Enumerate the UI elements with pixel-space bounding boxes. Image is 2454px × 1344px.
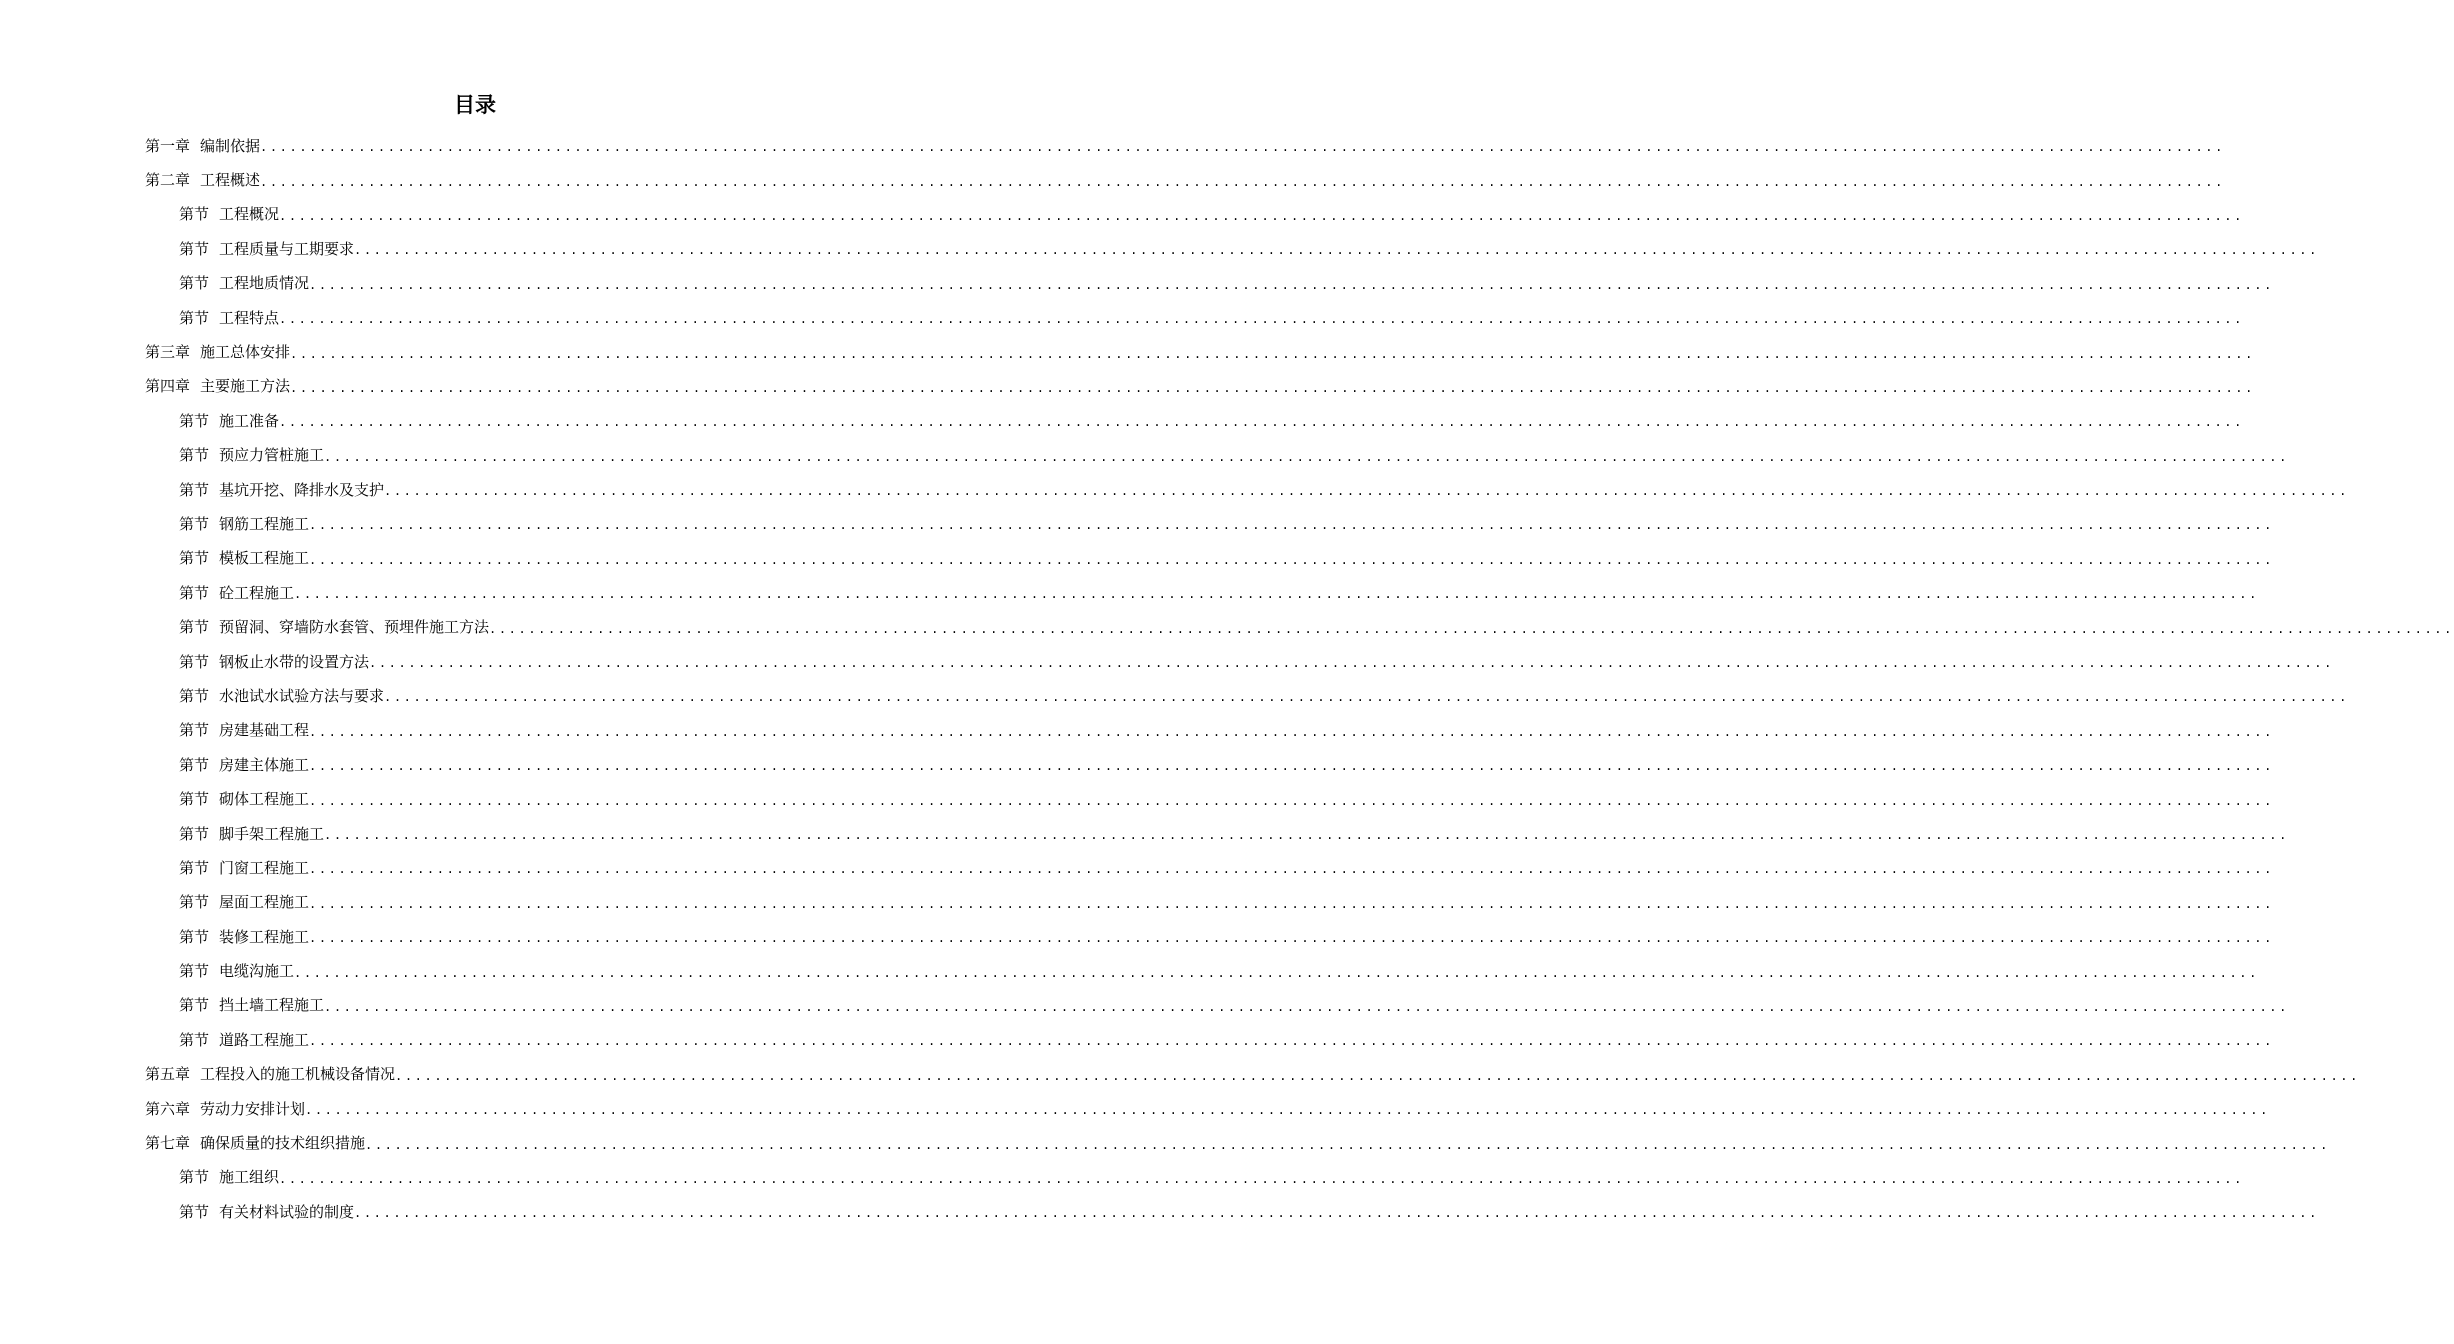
toc-entry-title: 道路工程施工 — [219, 1030, 310, 1049]
toc-entry-text — [179, 582, 294, 603]
toc-chapter-entry[interactable] — [0, 162, 2225, 196]
toc-section-entry[interactable] — [0, 300, 2244, 334]
toc-entry-label: 第七章 — [145, 1134, 191, 1153]
toc-entry-text — [179, 1029, 309, 1050]
toc-entry-title: 屋面工程施工 — [219, 893, 310, 912]
toc-entry-label: 第节 — [179, 308, 210, 327]
toc-entry-text — [179, 307, 279, 328]
toc-entry-label: 第节 — [179, 652, 210, 671]
toc-section-entry[interactable] — [0, 713, 2274, 747]
toc-dot-leader: ........................................................................................................................................................................................................ — [309, 724, 2274, 739]
toc-entry-label: 第节 — [179, 893, 210, 912]
toc-section-entry[interactable] — [0, 885, 2274, 919]
toc-entry-label: 第节 — [179, 858, 210, 877]
toc-entry-text — [179, 719, 309, 740]
toc-dot-leader: ........................................................................................................................................................................................................ — [279, 312, 2244, 327]
toc-dot-leader: ........................................................................................................................................................................................................ — [294, 965, 2259, 980]
toc-entry-text — [179, 685, 384, 706]
toc-dot-leader: ........................................................................................................................................................................................................ — [369, 656, 2334, 671]
toc-entry-text — [179, 857, 309, 878]
toc-entry-text — [179, 754, 309, 775]
toc-entry-label: 第节 — [179, 755, 210, 774]
toc-entry-text — [145, 341, 290, 362]
toc-section-entry[interactable] — [0, 919, 2274, 953]
toc-dot-leader: ........................................................................................................................................................................................................ — [309, 518, 2274, 533]
toc-entry-title: 工程特点 — [219, 308, 280, 327]
toc-dot-leader: ........................................................................................................................................................................................................ — [354, 243, 2319, 258]
toc-section-entry[interactable] — [0, 266, 2274, 300]
toc-entry-text — [179, 788, 309, 809]
toc-dot-leader: ........................................................................................................................................................................................................ — [309, 896, 2274, 911]
toc-section-entry[interactable] — [0, 403, 2244, 437]
toc-entry-label: 第节 — [179, 927, 210, 946]
toc-dot-leader: ........................................................................................................................................................................................................ — [384, 484, 2349, 499]
toc-chapter-entry[interactable] — [0, 369, 2255, 403]
toc-section-entry[interactable] — [0, 781, 2274, 815]
toc-entry-title: 主要施工方法 — [200, 377, 291, 396]
toc-entry-label: 第一章 — [145, 136, 191, 155]
toc-section-entry[interactable] — [0, 1194, 2319, 1228]
toc-entry-title: 挡土墙工程施工 — [219, 996, 325, 1015]
toc-chapter-entry[interactable] — [0, 1057, 2360, 1091]
toc-dot-leader: ........................................................................................................................................................................................................ — [279, 415, 2244, 430]
toc-entry-text — [179, 1201, 354, 1222]
toc-entry-title: 房建基础工程 — [219, 721, 310, 740]
toc-entry-label: 第节 — [179, 549, 210, 568]
toc-entry-title: 施工准备 — [219, 411, 280, 430]
toc-dot-leader: ........................................................................................................................................................................................................ — [365, 1137, 2330, 1152]
toc-entry-title: 钢板止水带的设置方法 — [219, 652, 370, 671]
toc-entry-text — [179, 238, 354, 259]
toc-chapter-entry[interactable] — [0, 128, 2225, 162]
toc-section-entry[interactable] — [0, 575, 2259, 609]
toc-section-entry[interactable] — [0, 609, 2454, 643]
toc-entry-title: 编制依据 — [200, 136, 261, 155]
toc-section-entry[interactable] — [0, 231, 2319, 265]
toc-dot-leader: ........................................................................................................................................................................................................ — [324, 999, 2289, 1014]
toc-entry-text — [179, 1166, 279, 1187]
toc-dot-leader: ........................................................................................................................................................................................................ — [309, 862, 2274, 877]
toc-entry-title: 施工组织 — [219, 1168, 280, 1187]
toc-list — [0, 128, 2454, 1229]
toc-dot-leader: ........................................................................................................................................................................................................ — [309, 552, 2274, 567]
toc-entry-text — [179, 616, 489, 637]
toc-entry-text — [179, 444, 324, 465]
toc-dot-leader: ........................................................................................................................................................................................................ — [354, 1206, 2319, 1221]
toc-title: 目录 — [454, 93, 496, 117]
toc-entry-title: 预留洞、穿墙防水套管、预埋件施工方法 — [219, 618, 490, 637]
toc-entry-text — [179, 547, 309, 568]
toc-entry-title: 工程概况 — [219, 205, 280, 224]
toc-entry-label: 第节 — [179, 790, 210, 809]
toc-entry-label: 第节 — [179, 721, 210, 740]
toc-entry-title: 基坑开挖、降排水及支护 — [219, 480, 385, 499]
toc-entry-text — [145, 375, 290, 396]
toc-dot-leader: ........................................................................................................................................................................................................ — [290, 346, 2255, 361]
toc-section-entry[interactable] — [0, 678, 2349, 712]
toc-entry-label: 第节 — [179, 1168, 210, 1187]
toc-section-entry[interactable] — [0, 438, 2289, 472]
toc-section-entry[interactable] — [0, 816, 2289, 850]
toc-chapter-entry[interactable] — [0, 1091, 2270, 1125]
toc-section-entry[interactable] — [0, 472, 2349, 506]
toc-entry-label: 第五章 — [145, 1065, 191, 1084]
toc-entry-label: 第节 — [179, 239, 210, 258]
toc-entry-text — [179, 203, 279, 224]
toc-dot-leader: ........................................................................................................................................................................................................ — [290, 380, 2255, 395]
toc-entry-text — [145, 1132, 365, 1153]
toc-dot-leader: ........................................................................................................................................................................................................ — [489, 621, 2454, 636]
toc-dot-leader: ........................................................................................................................................................................................................ — [324, 828, 2289, 842]
toc-entry-title: 劳动力安排计划 — [200, 1099, 306, 1118]
toc-entry-label: 第三章 — [145, 343, 191, 362]
toc-entry-label: 第节 — [179, 583, 210, 602]
toc-entry-text — [179, 926, 309, 947]
toc-entry-title: 装修工程施工 — [219, 927, 310, 946]
toc-entry-title: 脚手架工程施工 — [219, 824, 325, 843]
toc-entry-text — [179, 960, 294, 981]
toc-entry-text — [179, 513, 309, 534]
toc-dot-leader: ........................................................................................................................................................................................................ — [279, 1171, 2244, 1186]
toc-entry-title: 确保质量的技术组织措施 — [200, 1134, 366, 1153]
toc-entry-title: 房建主体施工 — [219, 755, 310, 774]
toc-dot-leader: ........................................................................................................................................................................................................ — [395, 1068, 2360, 1083]
toc-entry-title: 砼工程施工 — [219, 583, 295, 602]
toc-dot-leader: ........................................................................................................................................................................................................ — [309, 1034, 2274, 1049]
toc-entry-text — [145, 135, 260, 156]
toc-entry-text — [179, 891, 309, 912]
toc-section-entry[interactable] — [0, 644, 2334, 678]
toc-entry-title: 模板工程施工 — [219, 549, 310, 568]
toc-entry-title: 钢筋工程施工 — [219, 514, 310, 533]
toc-entry-label: 第节 — [179, 618, 210, 637]
toc-section-entry[interactable] — [0, 988, 2289, 1022]
toc-entry-label: 第节 — [179, 446, 210, 465]
toc-dot-leader: ........................................................................................................................................................................................................ — [309, 931, 2274, 946]
toc-entry-text — [145, 1063, 395, 1084]
toc-entry-title: 工程投入的施工机械设备情况 — [200, 1065, 396, 1084]
toc-entry-label: 第节 — [179, 205, 210, 224]
toc-dot-leader: ........................................................................................................................................................................................................ — [324, 449, 2289, 464]
toc-entry-text — [179, 272, 309, 293]
toc-dot-leader: ........................................................................................................................................................................................................ — [305, 1103, 2270, 1118]
toc-dot-leader: ........................................................................................................................................................................................................ — [309, 277, 2274, 292]
toc-entry-label: 第节 — [179, 480, 210, 499]
toc-dot-leader: ........................................................................................................................................................................................................ — [279, 208, 2244, 223]
toc-entry-label: 第四章 — [145, 377, 191, 396]
toc-entry-title: 水池试水试验方法与要求 — [219, 686, 385, 705]
toc-entry-text — [145, 169, 260, 190]
toc-section-entry[interactable] — [0, 197, 2244, 231]
toc-entry-text — [179, 410, 279, 431]
toc-entry-label: 第节 — [179, 962, 210, 981]
toc-entry-label: 第节 — [179, 1030, 210, 1049]
toc-entry-title: 预应力管桩施工 — [219, 446, 325, 465]
toc-section-entry[interactable] — [0, 850, 2274, 884]
toc-dot-leader: ........................................................................................................................................................................................................ — [294, 587, 2259, 602]
toc-entry-text — [179, 651, 369, 672]
toc-entry-text — [179, 994, 324, 1015]
toc-chapter-entry[interactable] — [0, 1125, 2330, 1159]
toc-section-entry[interactable] — [0, 747, 2274, 781]
toc-dot-leader: ........................................................................................................................................................................................................ — [260, 174, 2225, 189]
toc-chapter-entry[interactable] — [0, 334, 2255, 368]
toc-entry-label: 第节 — [179, 686, 210, 705]
toc-entry-label: 第节 — [179, 824, 210, 843]
toc-dot-leader: ........................................................................................................................................................................................................ — [384, 690, 2349, 705]
toc-entry-title: 有关材料试验的制度 — [219, 1202, 355, 1221]
toc-entry-title: 工程质量与工期要求 — [219, 239, 355, 258]
toc-section-entry[interactable] — [0, 541, 2274, 575]
toc-section-entry[interactable] — [0, 506, 2274, 540]
toc-entry-title: 砌体工程施工 — [219, 790, 310, 809]
toc-entry-label: 第二章 — [145, 171, 191, 190]
toc-entry-label: 第节 — [179, 996, 210, 1015]
toc-entry-title: 施工总体安排 — [200, 343, 291, 362]
toc-entry-label: 第节 — [179, 274, 210, 293]
toc-entry-title: 工程概述 — [200, 171, 261, 190]
toc-entry-title: 工程地质情况 — [219, 274, 310, 293]
toc-dot-leader: ........................................................................................................................................................................................................ — [309, 759, 2274, 774]
toc-entry-label: 第六章 — [145, 1099, 191, 1118]
toc-entry-text — [179, 823, 324, 844]
toc-entry-label: 第节 — [179, 1202, 210, 1221]
toc-entry-label: 第节 — [179, 411, 210, 430]
toc-dot-leader: ........................................................................................................................................................................................................ — [309, 793, 2274, 808]
toc-entry-title: 电缆沟施工 — [219, 962, 295, 981]
toc-entry-text — [179, 479, 384, 500]
toc-entry-title: 门窗工程施工 — [219, 858, 310, 877]
toc-section-entry[interactable] — [0, 1160, 2244, 1194]
toc-entry-text — [145, 1098, 305, 1119]
toc-entry-label: 第节 — [179, 514, 210, 533]
toc-dot-leader: ........................................................................................................................................................................................................ — [260, 140, 2225, 155]
toc-section-entry[interactable] — [0, 1022, 2274, 1056]
toc-section-entry[interactable] — [0, 953, 2259, 987]
